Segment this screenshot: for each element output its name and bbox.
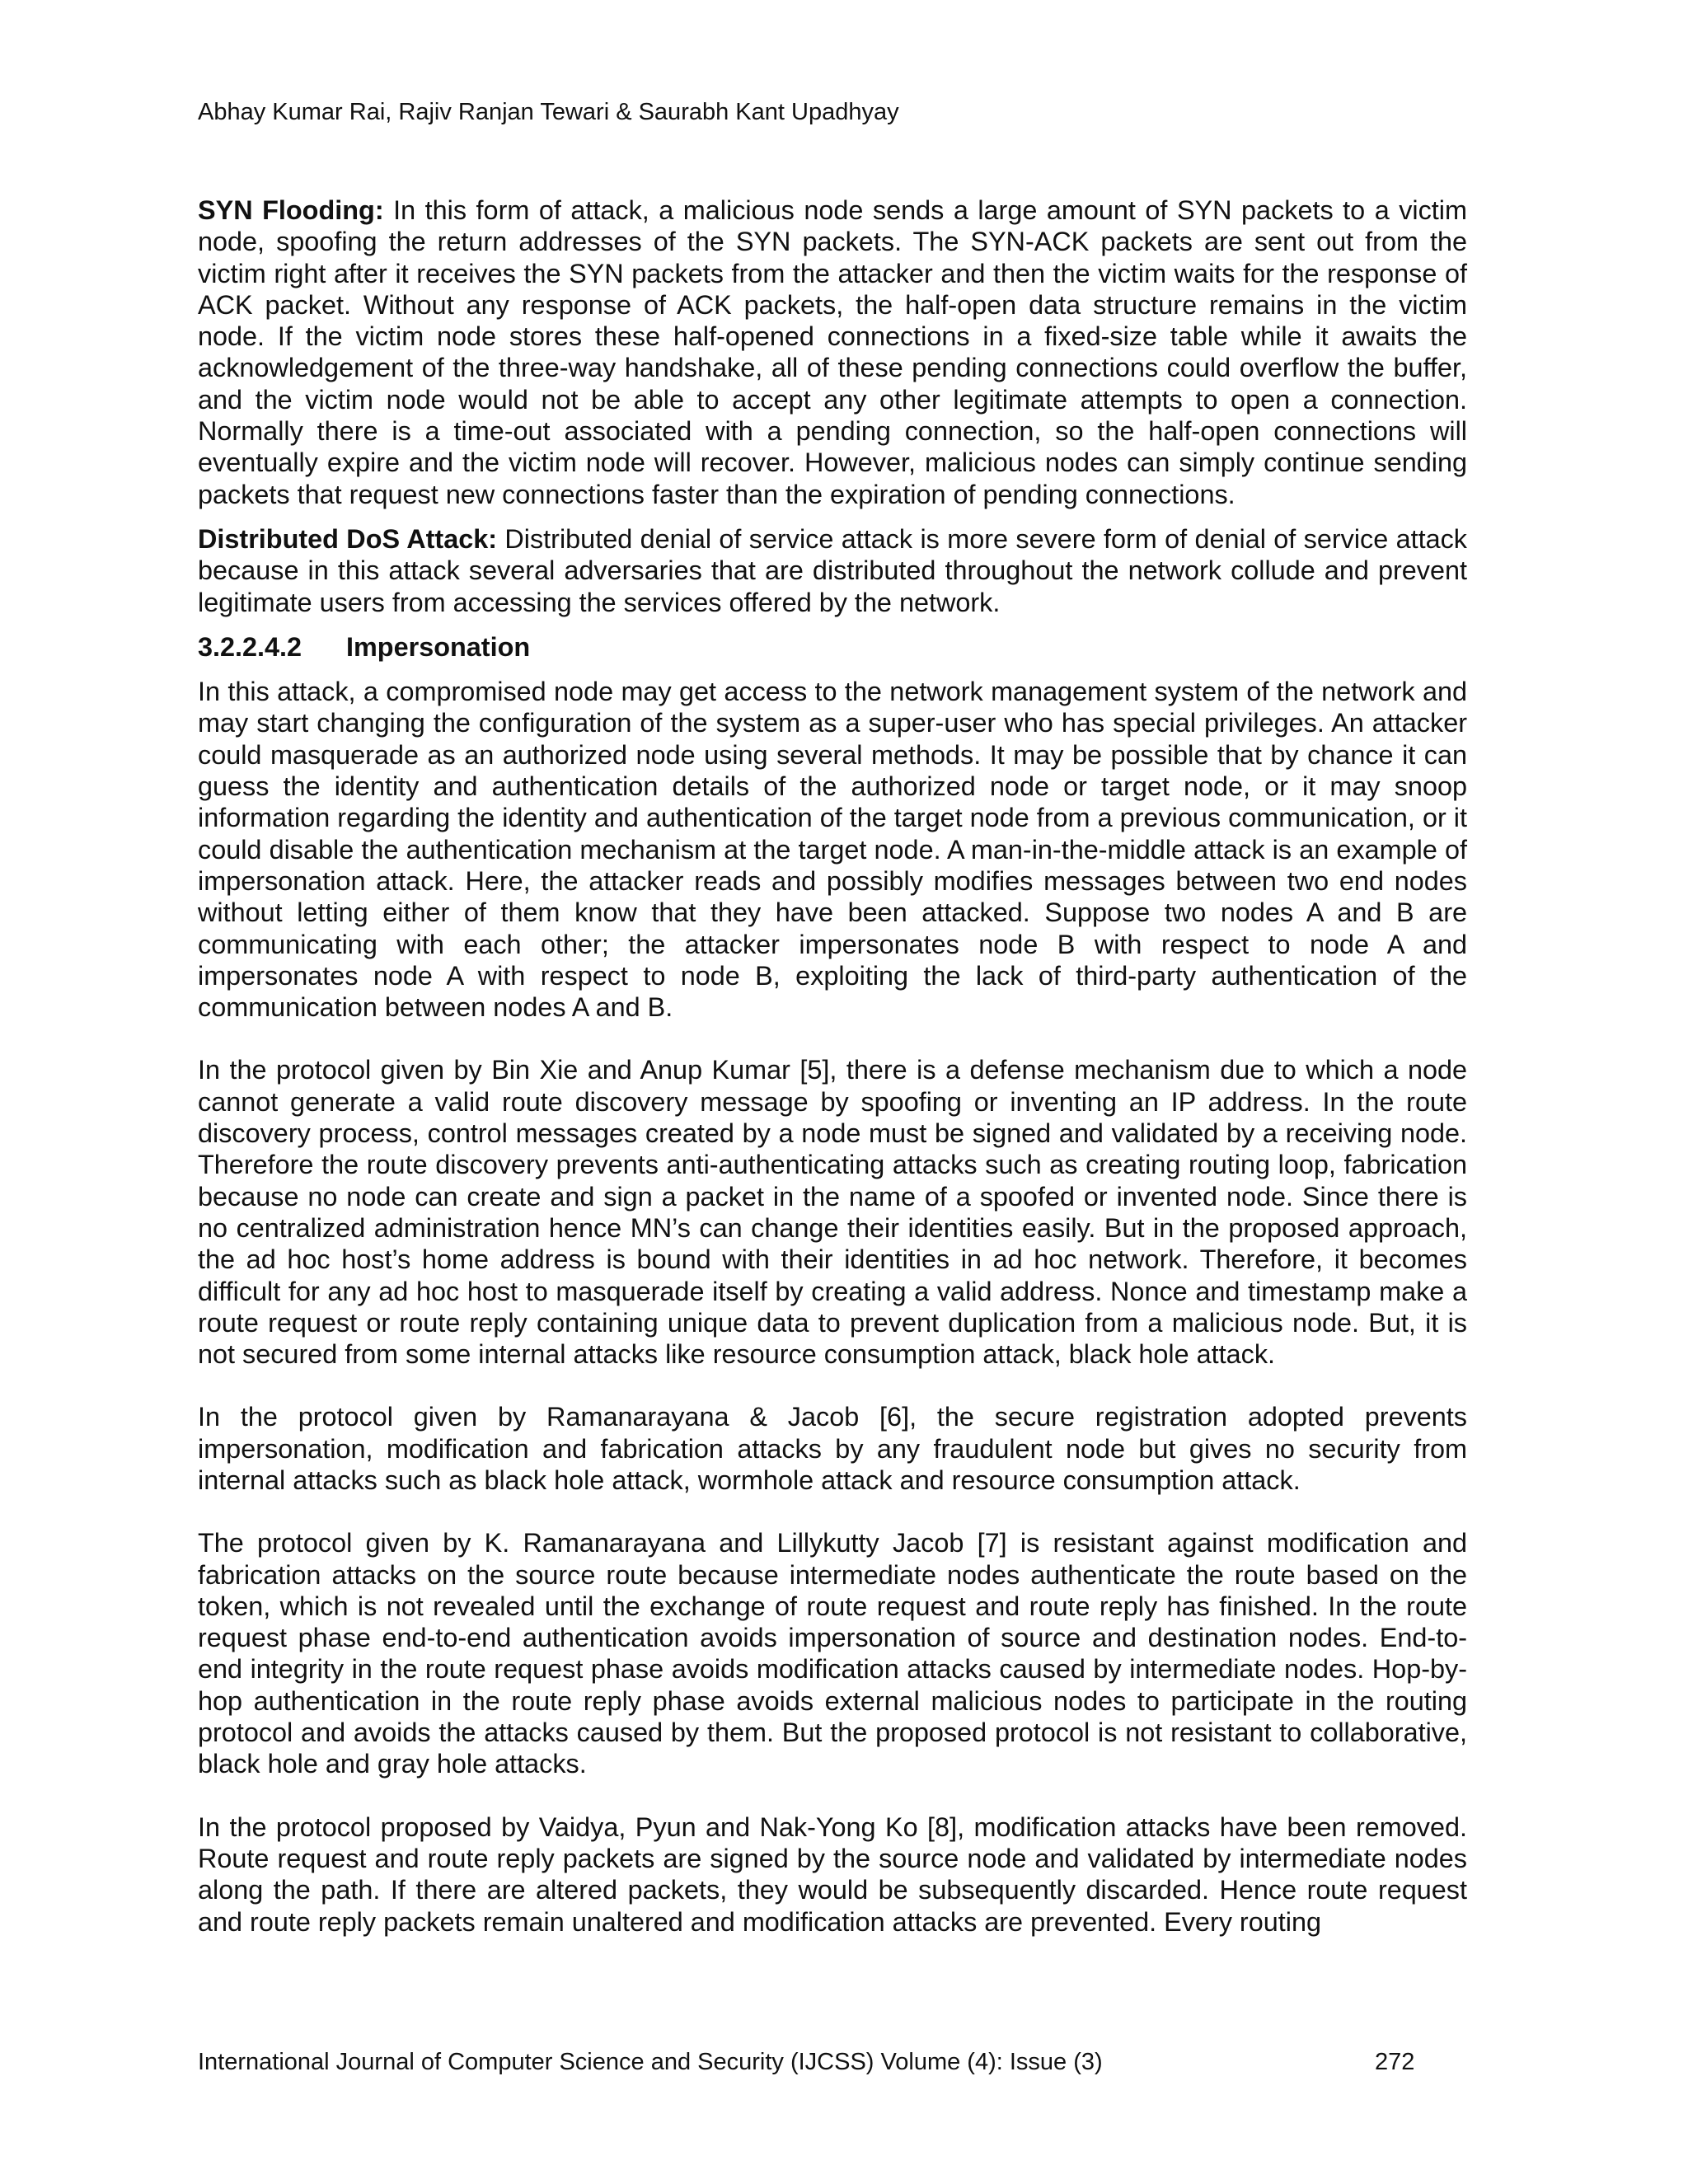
footer-page-number: 272 [1375,2049,1415,2075]
ddos-label: Distributed DoS Attack: [198,523,498,554]
vaidya-pyun-ko-paragraph: In the protocol proposed by Vaidya, Pyun and Nak-Yong Ko [8], modification attacks have been removed. Route request and route reply packets are signed by the source node and validated by intermediate nodes along the path. If there are altered packets, they would be subsequently discarded. Hence route request and route reply packets remain unaltered and modification attacks are prevented. Every routing [198,1811,1467,1937]
ddos-text: Distributed denial of service attack is more severe form of denial of service attack because in this attack several adversaries that are distributed throughout the network collude and prevent legitimate users from accessing the services offered by the network. [198,523,1467,617]
section-number: 3.2.2.4.2 [198,631,302,662]
section-title: Impersonation [346,631,531,662]
xie-kumar-paragraph: In the protocol given by Bin Xie and Anup Kumar [5], there is a defense mechanism due to which a node cannot generate a valid route discovery message by spoofing or inventing an IP address. In the route discovery process, control messages created by a node must be signed and validated by a receiving node. Therefore the route discovery prevents anti-authenticating attacks such as creating routing loop, fabrication because no node can create and sign a packet in the name of a spoofed or invented node. Since there is no centralized administration hence MN’s can change their identities easily. But in the proposed approach, the ad hoc host’s home address is bound with their identities in ad hoc network. Therefore, it becomes difficult for any ad hoc host to masquerade itself by creating a valid address. Nonce and timestamp make a route request or route reply containing unique data to prevent duplication from a malicious node. But, it is not secured from some internal attacks like resource consumption attack, black hole attack. [198,1055,1467,1370]
page-body [198,194,1467,1938]
ramanarayana-jacob-paragraph: In the protocol given by Ramanarayana & Jacob [6], the secure registration adopted prevents impersonation, modification and fabrication attacks by any fraudulent node but gives no security from internal attacks such as black hole attack, wormhole attack and resource consumption attack. [198,1402,1467,1495]
syn-flooding-label: SYN Flooding: [198,195,384,225]
ramanarayana-lillykutty-paragraph: The protocol given by K. Ramanarayana and Lillykutty Jacob [7] is resistant against modification and fabrication attacks on the source route because intermediate nodes authenticate the route based on the token, which is not revealed until the exchange of route request and route reply has finished. In the route request phase end-to-end authentication avoids impersonation of source and destination nodes. End-to-end integrity in the route request phase avoids modification attacks caused by intermediate nodes. Hop-by-hop authentication in the route reply phase avoids external malicious nodes to participate in the routing protocol and avoids the attacks caused by them. But the proposed protocol is not resistant to collaborative, black hole and gray hole attacks. [198,1528,1467,1779]
syn-flooding-text: In this form of attack, a malicious node sends a large amount of SYN packets to a victim node, spoofing the return addresses of the SYN packets. The SYN-ACK packets are sent out from the victim right after it receives the SYN packets from the attacker and then the victim waits for the response of ACK packet. Without any response of ACK packets, the half-open data structure remains in the victim node. If the victim node stores these half-opened connections in a fixed-size table while it awaits the acknowledgement of the three-way handshake, all of these pending connections could overflow the buffer, and the victim node would not be able to accept any other legitimate attempts to open a connection. Normally there is a time-out associated with a pending connection, so the half-open connections will eventually expire and the victim node will recover. However, malicious nodes can simply continue sending packets that request new connections faster than the expiration of pending connections. [198,195,1467,509]
footer-journal: International Journal of Computer Science and Security (IJCSS) Volume (4): Issue (3) [198,2049,1103,2075]
page-footer [198,2047,1451,2077]
syn-flooding-paragraph [198,194,1467,510]
running-head-authors: Abhay Kumar Rai, Rajiv Ranjan Tewari & Saurabh Kant Upadhyay [198,99,899,125]
ddos-paragraph [198,523,1467,618]
section-heading [198,631,1467,663]
impersonation-paragraph: In this attack, a compromised node may get access to the network management system of the network and may start changing the configuration of the system as a super-user who has special privileges. An attacker could masquerade as an authorized node using several methods. It may be possible that by chance it can guess the identity and authentication details of the authorized node or target node, or it may snoop information regarding the identity and authentication of the target node from a previous communication, or it could disable the authentication mechanism at the target node. A man-in-the-middle attack is an example of impersonation attack. Here, the attacker reads and possibly modifies messages between two end nodes without letting either of them know that they have been attacked. Suppose two nodes A and B are communicating with each other; the attacker impersonates node B with respect to node A and impersonates node A with respect to node B, exploiting the lack of third-party authentication of the communication between nodes A and B. [198,677,1467,1023]
